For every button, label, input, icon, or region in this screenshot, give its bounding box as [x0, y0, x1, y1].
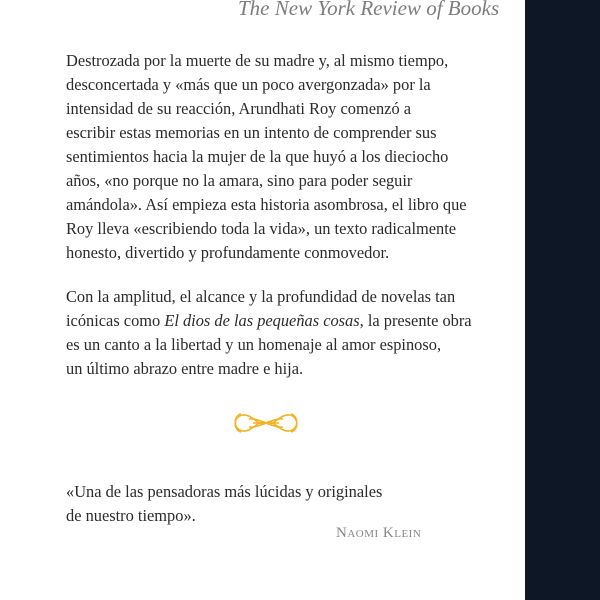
book-title: El dios de las pequeñas cosas [164, 311, 360, 330]
review-source: The New York Review of Books [238, 0, 500, 20]
quote-line: «Una de las pensadoras más lúcidas y originales [66, 482, 383, 501]
text-line [66, 309, 472, 333]
text-line: Con la amplitud, el alcance y la profundidad de novelas tan [66, 287, 456, 306]
text-line: un último abrazo entre madre e hija. [66, 359, 304, 378]
text-line: Destrozada por la muerte de su madre y, al mismo tiempo, [66, 51, 449, 70]
text-line: desconcertada y «más que un poco avergonzada» por la [66, 75, 431, 94]
text-line: sentimientos hacia la mujer de la que huyó a los dieciocho [66, 147, 449, 166]
book-spine [525, 0, 600, 600]
quote [66, 480, 382, 528]
description-paragraph-2 [66, 285, 472, 381]
text-span: , la presente obra [359, 311, 472, 330]
text-line: es un canto a la libertad y un homenaje al amor espinoso, [66, 335, 442, 354]
text-line: honesto, divertido y profundamente conmovedor. [66, 243, 390, 262]
quote-author: Naomi Klein [336, 525, 422, 541]
text-line: amándola». Así empieza esta historia asombrosa, el libro que [66, 195, 467, 214]
text-line: años, «no porque no la amara, sino para poder seguir [66, 171, 413, 190]
text-line: Roy lleva «escribiendo toda la vida», un texto radicalmente [66, 219, 457, 238]
quote-line: de nuestro tiempo». [66, 506, 196, 525]
text-line: escribir estas memorias en un intento de comprender sus [66, 123, 437, 142]
flourish-ornament-icon [231, 410, 301, 436]
text-line: intensidad de su reacción, Arundhati Roy comenzó a [66, 99, 412, 118]
text-span: icónicas como [66, 311, 165, 330]
description-paragraph-1 [66, 49, 467, 265]
